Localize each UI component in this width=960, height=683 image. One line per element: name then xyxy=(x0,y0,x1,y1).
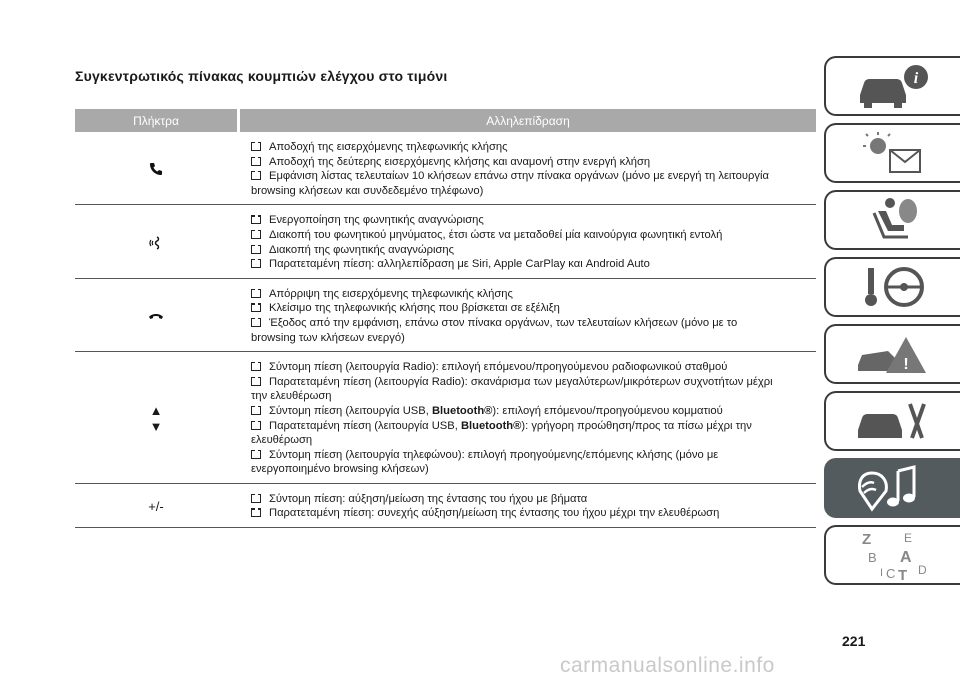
svg-text:I: I xyxy=(880,567,884,579)
svg-text:B: B xyxy=(868,550,877,565)
interaction-cell xyxy=(237,140,816,198)
interaction-cell xyxy=(237,287,816,345)
car-tools-icon xyxy=(848,394,938,448)
page-title: Συγκεντρωτικός πίνακας κουμπιών ελέγχου στο τιμόνι xyxy=(75,68,448,84)
checkbox-bullet-icon xyxy=(251,304,261,312)
list-item: Παρατεταμένη πίεση (λειτουργία USB, Bluetooth®): γρήγορη προώθηση/προς τα πίσω μέχρι την xyxy=(251,419,816,434)
list-item-continuation: browsing των κλήσεων ενεργό) xyxy=(251,331,405,344)
table-row xyxy=(75,352,816,484)
header-keys: Πλήκτρα xyxy=(75,109,237,132)
svg-text:D: D xyxy=(918,563,927,577)
multimedia-navigation-icon xyxy=(848,461,938,515)
checkbox-bullet-icon xyxy=(251,378,261,386)
list-item: Σύντομη πίεση (λειτουργία τηλεφώνου): επιλογή προηγούμενης/επόμενης κλήσης (μόνο με xyxy=(251,448,816,463)
interaction-cell xyxy=(237,213,816,271)
tab-car-info[interactable] xyxy=(824,56,960,116)
tab-emergency[interactable] xyxy=(824,324,960,384)
list-item: Ενεργοποίηση της φωνητικής αναγνώρισης xyxy=(251,213,816,228)
list-item: Σύντομη πίεση: αύξηση/μείωση της έντασης του ήχου με βήματα xyxy=(251,492,816,507)
arrow-up-icon: ▲ xyxy=(149,402,163,418)
checkbox-bullet-icon xyxy=(251,231,261,239)
svg-text:i: i xyxy=(913,70,919,87)
svg-text:A: A xyxy=(900,549,912,566)
checkbox-bullet-icon xyxy=(251,495,261,503)
checkbox-bullet-icon xyxy=(251,290,261,298)
table-header xyxy=(75,109,816,132)
list-item-continuation: ενεργοποιημένο browsing κλήσεων) xyxy=(251,463,429,476)
watermark-text: carmanualsonline.info xyxy=(560,654,775,677)
checkbox-bullet-icon xyxy=(251,158,261,166)
tab-warning-lights[interactable] xyxy=(824,123,960,183)
svg-text:!: ! xyxy=(903,356,909,373)
key-steering-wheel-icon xyxy=(848,260,938,314)
svg-text:C: C xyxy=(886,566,896,581)
list-item: Σύντομη πίεση (λειτουργία USB, Bluetooth®): επιλογή επόμενου/προηγούμενου κομματιού xyxy=(251,404,816,419)
key-cell xyxy=(75,360,237,477)
svg-text:Z: Z xyxy=(862,531,872,548)
checkbox-bullet-icon xyxy=(251,509,261,517)
car-info-icon xyxy=(848,59,938,113)
tab-safety[interactable] xyxy=(824,190,960,250)
list-item: Παρατεταμένη πίεση (λειτουργία Radio): σκανάρισμα των μεγαλύτερων/μικρότερων συχνοτήτων μέχρι xyxy=(251,375,816,390)
list-item: Απόρριψη της εισερχόμενης τηλεφωνικής κλήσης xyxy=(251,287,816,302)
checkbox-bullet-icon xyxy=(251,143,261,151)
car-hazard-icon xyxy=(848,327,938,381)
list-item-continuation: την ελευθέρωση xyxy=(251,390,332,403)
list-item: Διακοπή του φωνητικού μηνύματος, έτσι ώστε να μεταδοθεί μία καινούργια φωνητική εντολή xyxy=(251,228,816,243)
table-row xyxy=(75,279,816,352)
key-cell xyxy=(75,140,237,198)
table-row xyxy=(75,132,816,205)
list-item-continuation: browsing κλήσεων και συνδεδεμένο τηλέφωνο) xyxy=(251,184,484,197)
tab-index[interactable] xyxy=(824,525,960,585)
tab-starting-driving[interactable] xyxy=(824,257,960,317)
interaction-cell xyxy=(237,360,816,477)
index-letters-icon xyxy=(848,528,938,582)
list-item: Διακοπή της φωνητικής αναγνώρισης xyxy=(251,243,816,258)
checkbox-bullet-icon xyxy=(251,451,261,459)
list-item: Κλείσιμο της τηλεφωνικής κλήσης που βρίσκεται σε εξέλιξη xyxy=(251,301,816,316)
list-item: Παρατεταμένη πίεση: αλληλεπίδραση με Siri, Apple CarPlay και Android Auto xyxy=(251,257,816,272)
phone-hangup-icon xyxy=(148,311,164,321)
svg-text:T: T xyxy=(898,567,908,582)
list-item: Σύντομη πίεση (λειτουργία Radio): επιλογή επόμενου/προηγούμενου ραδιοφωνικού σταθμού xyxy=(251,360,816,375)
key-cell xyxy=(75,213,237,271)
checkbox-bullet-icon xyxy=(251,172,261,180)
checkbox-bullet-icon xyxy=(251,246,261,254)
interaction-cell xyxy=(237,492,816,521)
phone-answer-icon xyxy=(149,162,163,176)
warning-light-message-icon xyxy=(848,126,938,180)
arrow-down-icon: ▼ xyxy=(149,418,163,434)
list-item: Αποδοχή της δεύτερης εισερχόμενης κλήσης και αναμονή στην ενεργή κλήση xyxy=(251,155,816,170)
checkbox-bullet-icon xyxy=(251,260,261,268)
checkbox-bullet-icon xyxy=(251,407,261,415)
tab-maintenance[interactable] xyxy=(824,391,960,451)
list-item: Παρατεταμένη πίεση: συνεχής αύξηση/μείωση της έντασης του ήχου μέχρι την ελευθέρωση xyxy=(251,506,816,521)
svg-text:E: E xyxy=(904,531,913,545)
list-item: Εμφάνιση λίστας τελευταίων 10 κλήσεων επάνω στην πίνακα οργάνων (μόνο με ενεργή τη λειτουργία xyxy=(251,169,816,184)
page-number: 221 xyxy=(842,633,866,649)
table-row xyxy=(75,205,816,278)
header-interaction: Αλληλεπίδραση xyxy=(240,109,816,132)
key-cell xyxy=(75,287,237,345)
checkbox-bullet-icon xyxy=(251,216,261,224)
volume-key-label: +/- xyxy=(148,498,164,514)
key-cell xyxy=(75,492,237,521)
checkbox-bullet-icon xyxy=(251,363,261,371)
tab-multimedia[interactable] xyxy=(824,458,960,518)
seat-airbag-icon xyxy=(848,193,938,247)
list-item: Αποδοχή της εισερχόμενης τηλεφωνικής κλήσης xyxy=(251,140,816,155)
checkbox-bullet-icon xyxy=(251,422,261,430)
checkbox-bullet-icon xyxy=(251,319,261,327)
controls-table xyxy=(75,132,816,528)
table-row xyxy=(75,484,816,528)
list-item: Έξοδος από την εμφάνιση, επάνω στον πίνακα οργάνων, των τελευταίων κλήσεων (μόνο με το xyxy=(251,316,816,331)
voice-command-icon xyxy=(148,235,164,251)
chapter-tabs xyxy=(824,56,960,592)
list-item-continuation: ελευθέρωση xyxy=(251,434,313,447)
